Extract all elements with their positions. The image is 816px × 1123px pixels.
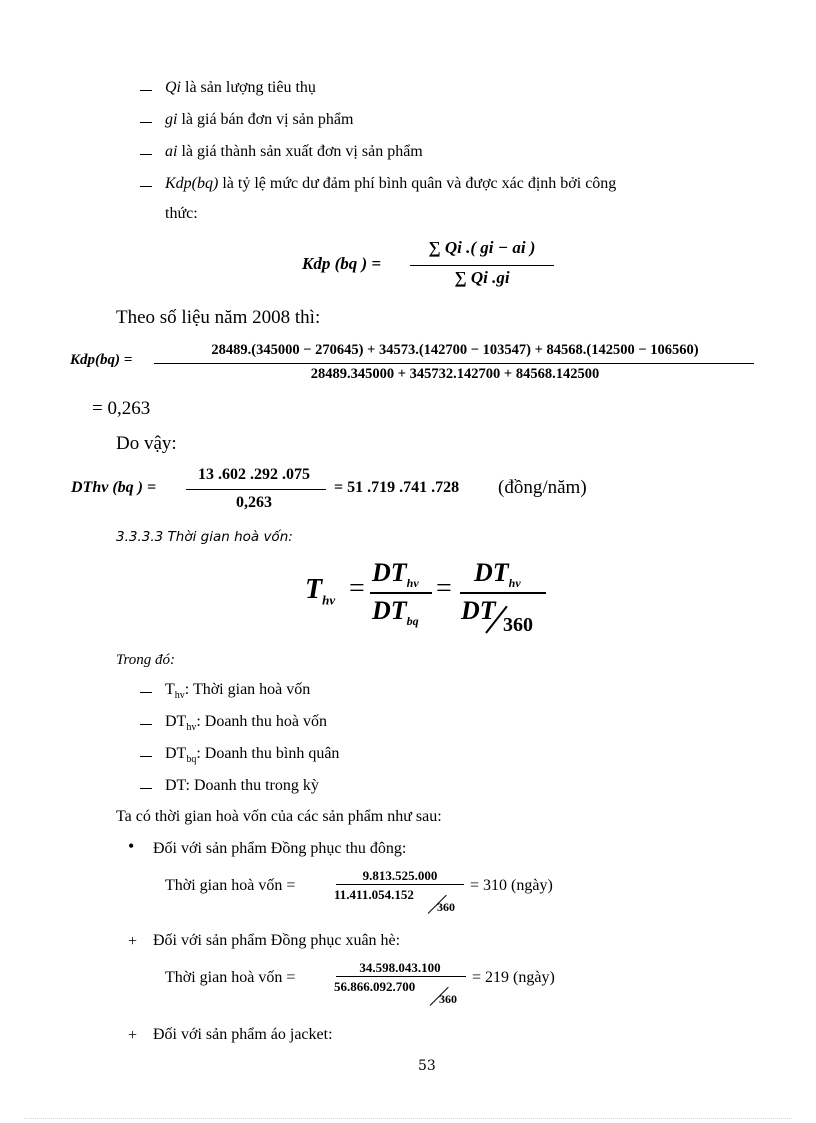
def-ai	[165, 143, 423, 161]
formula1-numerator: ∑ Qi .( gi − ai )	[428, 238, 536, 257]
bullet-plus: +	[128, 933, 138, 950]
product-1-result: = 310 (ngày)	[470, 877, 553, 894]
def-continuation: thức:	[165, 205, 198, 222]
dash-marker	[140, 692, 152, 693]
dash-marker	[140, 154, 152, 155]
formula3-denominator: 0,263	[236, 494, 272, 511]
formula4-360: 360	[503, 614, 533, 636]
product-1-fraction-bar	[336, 884, 464, 885]
formula2-fraction-bar	[154, 363, 754, 364]
dash-marker	[140, 756, 152, 757]
section-heading: 3.3.3.3 Thời gian hoà vốn:	[116, 529, 293, 545]
product-2-label: Thời gian hoà vốn =	[165, 969, 296, 986]
formula4-f2-numerator: $DT_{hv}$	[474, 558, 521, 591]
formula4-f1-numerator: $DT_{hv}$	[372, 558, 419, 591]
paragraph-intro-products: Ta có thời gian hoà vốn của các sản phẩm như sau:	[116, 808, 442, 825]
bullet-dot: •	[128, 836, 135, 856]
formula3-lhs: DThv (bq ) =	[71, 479, 157, 496]
formula3-numerator: 13 .602 .292 .075	[198, 466, 310, 483]
product-2-fraction-bar	[336, 976, 466, 977]
dash-marker	[140, 90, 152, 91]
def-text: là giá thành sản xuất đơn vị sản phẩm	[177, 143, 423, 160]
def-symbol: Kdp(bq)	[165, 175, 219, 192]
formula1-fraction-bar	[410, 265, 554, 266]
def-qi	[165, 79, 316, 97]
formula4-f2-bar	[460, 592, 546, 594]
product-2-result: = 219 (ngày)	[472, 969, 555, 986]
def-text: là giá bán đơn vị sản phẩm	[177, 111, 354, 128]
legend-item: $DT_{bq}$: Doanh thu bình quân	[165, 745, 340, 766]
paragraph-theo-so-lieu: Theo số liệu năm 2008 thì:	[116, 307, 321, 328]
product-1-name: Đối với sản phẩm Đồng phục thu đông:	[153, 840, 407, 857]
dash-marker	[140, 122, 152, 123]
def-text: là sản lượng tiêu thụ	[181, 79, 316, 96]
page-number: 53	[418, 1058, 436, 1074]
def-gi	[165, 111, 353, 129]
product-1-label: Thời gian hoà vốn =	[165, 877, 296, 894]
product-1-numerator: 9.813.525.000	[362, 868, 438, 883]
product-1-360: 360	[437, 900, 455, 914]
formula3-fraction-bar	[186, 489, 326, 490]
formula4-f2-denominator: DT	[461, 596, 496, 625]
formula4-lhs: $T_{hv}$	[305, 574, 336, 608]
formula3-result: = 51 .719 .741 .728	[334, 479, 460, 496]
label-trong-do: Trong đó:	[116, 652, 176, 668]
product-2-denominator: 56.866.092.700	[334, 979, 416, 994]
product-2-name: Đối với sản phẩm Đồng phục xuân hè:	[153, 932, 401, 949]
paragraph-do-vay: Do vậy:	[116, 433, 177, 454]
formula2-result: = 0,263	[92, 398, 151, 419]
def-symbol: Qi	[165, 79, 181, 96]
dash-marker	[140, 724, 152, 725]
legend-item: $DT_{hv}$: Doanh thu hoà vốn	[165, 713, 327, 734]
page-bottom-divider	[24, 1118, 792, 1119]
formula4-f1-bar	[370, 592, 432, 594]
product-1-denominator: 11.411.054.152	[334, 887, 414, 902]
def-symbol: gi	[165, 111, 178, 128]
def-kdp	[165, 175, 616, 193]
def-symbol: ai	[165, 143, 178, 160]
product-2-numerator: 34.598.043.100	[359, 960, 441, 975]
dash-marker	[140, 788, 152, 789]
product-2-360: 360	[439, 992, 457, 1006]
formula2-lhs: Kdp(bq) =	[70, 352, 133, 368]
def-text: là tỷ lệ mức dư đảm phí bình quân và được xác định bởi công	[218, 175, 617, 192]
formula1-denominator: ∑ Qi .gi	[454, 268, 510, 287]
formula2-denominator: 28489.345000 + 345732.142700 + 84568.142500	[310, 366, 600, 382]
legend-item: $T_{hv}$: Thời gian hoà vốn	[165, 681, 311, 702]
formula3-unit: (đồng/năm)	[498, 477, 587, 498]
formula4-equals-2: =	[436, 573, 452, 604]
formula4-equals: =	[349, 573, 365, 604]
formula1-lhs: Kdp (bq ) =	[302, 254, 382, 273]
dash-marker	[140, 186, 152, 187]
bullet-plus: +	[128, 1027, 138, 1044]
product-3-name: Đối với sản phẩm áo jacket:	[153, 1026, 333, 1043]
formula2-numerator: 28489.(345000 − 270645) + 34573.(142700 − 103547) + 84568.(142500 − 106560)	[211, 342, 699, 358]
legend-item: DT: Doanh thu trong kỳ	[165, 777, 319, 794]
formula4-f1-denominator: $DT_{bq}$	[372, 596, 419, 629]
